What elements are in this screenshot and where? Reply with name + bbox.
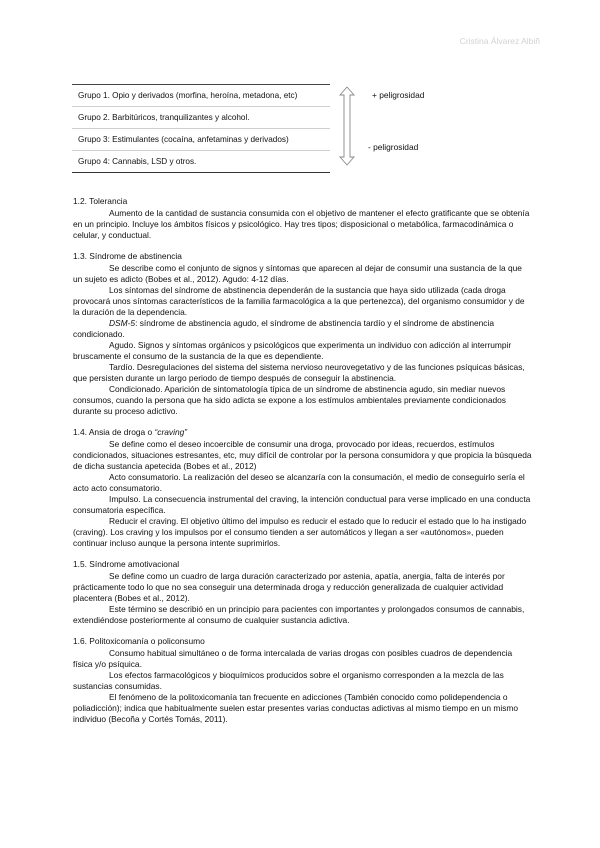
table-row: Grupo 3: Estimulantes (cocaína, anfetaminas y derivados) xyxy=(72,129,330,151)
paragraph: Este término se describió en un principio para pacientes con importantes y prolongados consumos de cannabis, extendiéndose posteriormente al consumo de cualquier sustancia adictiva. xyxy=(73,604,525,625)
section-craving xyxy=(73,427,533,549)
heading-italic: “craving” xyxy=(154,427,188,437)
paragraph: Impulso. La consecuencia instrumental del craving, la intención conductual para verse implicado en una conducta consumatoria específica. xyxy=(73,494,531,515)
less-danger-label: - peligrosidad xyxy=(368,142,419,152)
heading-text: 1.4. Ansia de droga o xyxy=(73,427,155,437)
paragraph: Reducir el craving. El objetivo último del impulso es reducir el estado que lo reducir el estado que lo ha instigado (craving). Los craving y los impulsos por el consumo tienden a ser automáticos y llegan a ser «autónomos», pueden continuar incluso aunque la persona intente suprimirlos. xyxy=(73,516,527,548)
paragraph: Los síntomas del síndrome de abstinencia dependerán de la sustancia que haya sido utilizada (cada droga provocará unos síntomas característicos de la familia farmacológica a la que pertenezca), del organismo consumidor y de la duración de la dependencia. xyxy=(73,285,525,317)
paragraph: Tardío. Desregulaciones del sistema del sistema nervioso neurovegetativo y de las funciones psíquicas básicas, que persisten durante un largo periodo de tiempo después de conseguir la abstinencia. xyxy=(73,362,525,383)
section-amotivacional xyxy=(73,559,533,626)
paragraph: Agudo. Signos y síntomas orgánicos y psicológicos que experimenta un individuo con adicción al interrumpir bruscamente el consumo de la sustancia de la que es dependiente. xyxy=(73,340,512,361)
section-politoxicomania xyxy=(73,636,533,725)
section-heading: 1.6. Politoxicomanía o policonsumo xyxy=(73,636,205,646)
paragraph: Los efectos farmacológicos y bioquímicos producidos sobre el organismo corresponden a la mezcla de las sustancias consumidas. xyxy=(73,670,504,691)
paragraph: Se describe como el conjunto de signos y síntomas que aparecen al dejar de consumir una sustancia de la que un sujeto es adicto (Bobes et al., 2012). Agudo: 4-12 días. xyxy=(73,263,522,284)
dsm-text: : síndrome de abstinencia agudo, el síndrome de abstinencia tardío y el síndrome de abstinencia condicionado. xyxy=(73,318,495,339)
paragraph: Condicionado. Aparición de sintomatología típica de un síndrome de abstinencia agudo, sin mediar nuevos consumos, cuando la persona que ha sido adicta se expone a los estímulos ambientales previamente condicionados durante su proceso adictivo. xyxy=(73,384,506,416)
paragraph: Consumo habitual simultáneo o de forma intercalada de varias drogas con posibles cuadros de dependencia física y/o psíquica. xyxy=(73,648,513,669)
section-heading xyxy=(73,427,533,438)
paragraph: Acto consumatorio. La realización del deseo se alcanzaría con la consumación, el medio de conseguirlo sería el acto acto consumatorio. xyxy=(73,472,525,493)
double-arrow-icon xyxy=(338,86,356,166)
paragraph: Se define como un cuadro de larga duración caracterizado por astenia, apatía, anergia, falta de interés por prácticamente todo lo que no sea conseguir una determinada droga y reducción generalizada de cualquier actividad placentera (Bobes et al., 2012). xyxy=(73,571,505,603)
section-heading: 1.2. Tolerancia xyxy=(73,196,128,206)
author-header: Cristina Álvarez Albiñ xyxy=(459,36,540,46)
table-row: Grupo 2. Barbitúricos, tranquilizantes y alcohol. xyxy=(72,107,330,129)
paragraph: Aumento de la cantidad de sustancia consumida con el objetivo de mantener el efecto gratificante que se obtenía en un principio. Incluye los ámbitos físicos y psicológico. Hay tres tipos; disposicional o metabólica, farmacodinámica o celular, y conductual. xyxy=(73,208,530,240)
paragraph: Se define como el deseo incoercible de consumir una droga, provocado por ideas, recuerdos, estímulos condicionados, situaciones estresantes, etc, muy difícil de controlar por la persona consumidora y que propicia la búsqueda de dicha sustancia apetecida (Bobes et al., 2012) xyxy=(73,439,532,471)
section-tolerancia xyxy=(73,196,533,241)
drug-groups-table xyxy=(72,84,330,173)
more-danger-label: + peligrosidad xyxy=(372,90,425,100)
paragraph xyxy=(73,318,533,340)
dsm-label: DSM-5 xyxy=(109,318,136,328)
section-heading: 1.3. Síndrome de abstinencia xyxy=(73,251,182,261)
section-heading: 1.5. Síndrome amotivacional xyxy=(73,559,180,569)
section-abstinencia xyxy=(73,251,533,417)
table-row: Grupo 1. Opio y derivados (morfina, heroína, metadona, etc) xyxy=(72,85,330,107)
paragraph: El fenómeno de la politoxicomanía tan frecuente en adicciones (También conocido como polidependencia o poliadicción); indica que habitualmente suelen estar presentes varias conductas adictivas al mismo tiempo en un mismo individuo (Becoña y Cortés Tomás, 2011). xyxy=(73,692,519,724)
document-body xyxy=(73,196,533,725)
table-row: Grupo 4: Cannabis, LSD y otros. xyxy=(78,157,197,166)
